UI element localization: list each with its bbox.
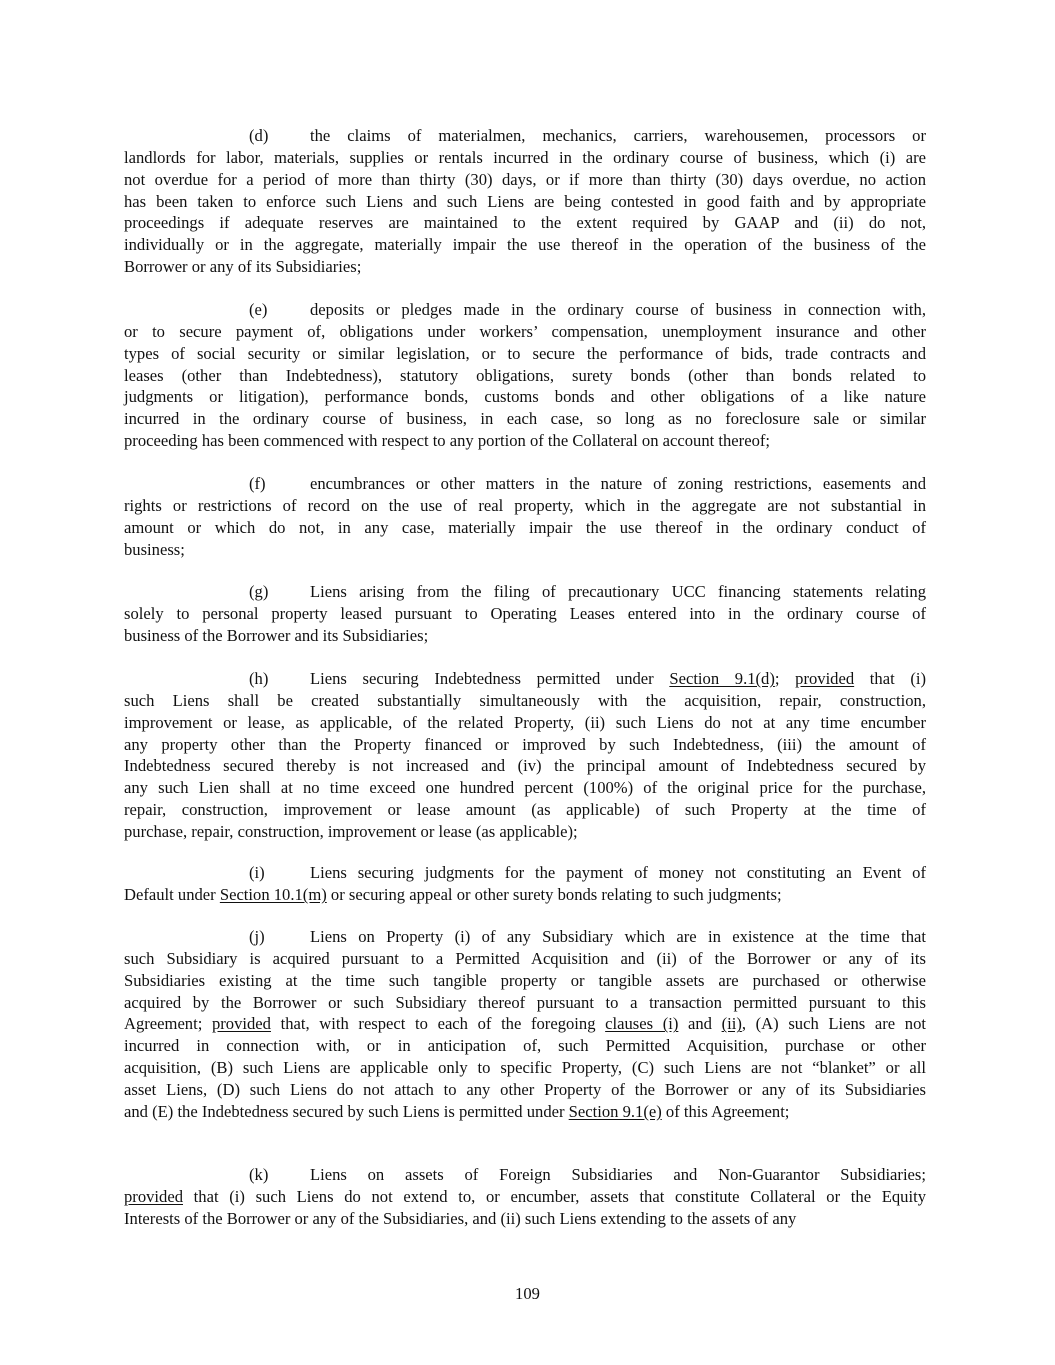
text-run: encumbrances or other matters in the nature of zoning restrictions, easements and xyxy=(310,474,926,493)
text-run: landlords for labor, materials, supplies or rentals incurred in the ordinary course of business, which (i) are xyxy=(124,147,926,167)
text-run: that (i) such Liens do not extend to, or encumber, assets that constitute Collateral or the Equity xyxy=(183,1186,926,1206)
text-line xyxy=(124,321,926,343)
paragraph xyxy=(124,1164,926,1230)
text-run: rights or restrictions of record on the use of real property, which in the aggregate are not substantial in xyxy=(124,495,926,515)
text-line xyxy=(124,926,926,948)
text-run: deposits or pledges made in the ordinary course of business in connection with, xyxy=(310,300,926,319)
text-line xyxy=(124,992,926,1014)
text-line xyxy=(124,734,926,756)
text-run: Liens securing Indebtedness permitted under xyxy=(310,669,670,688)
cross-reference: clauses (i) xyxy=(605,1014,679,1034)
text-line xyxy=(124,1035,926,1057)
text-line xyxy=(124,1079,926,1101)
text-line xyxy=(124,1057,926,1079)
text-run: incurred in the ordinary course of business, in each case, so long as no foreclosure sale or similar xyxy=(124,409,926,429)
paragraph xyxy=(124,668,926,843)
text-line xyxy=(124,777,926,799)
text-line xyxy=(124,343,926,365)
text-run: that, with respect to each of the foregoing xyxy=(270,1014,606,1034)
text-run: the claims of materialmen, mechanics, carriers, warehousemen, processors or xyxy=(310,126,926,145)
clause-label: (h) xyxy=(249,669,269,688)
cross-reference: provided xyxy=(795,669,855,688)
text-run: Liens arising from the filing of precautionary UCC financing statements relating xyxy=(310,582,926,601)
text-run: of this Agreement; xyxy=(661,1101,790,1121)
page-number: 109 xyxy=(515,1284,540,1303)
text-line xyxy=(124,473,926,495)
text-line xyxy=(124,430,926,452)
text-run: Agreement; xyxy=(124,1014,212,1034)
text-run: or securing appeal or other surety bonds relating to such judgments; xyxy=(326,884,782,904)
text-run: or to secure payment of, obligations under workers’ compensation, unemployment insurance and other xyxy=(124,321,926,341)
text-run: repair, construction, improvement or lease amount (as applicable) of such Property at the time of xyxy=(124,800,926,820)
text-line xyxy=(124,625,926,647)
text-line xyxy=(124,862,926,884)
text-line xyxy=(124,212,926,234)
text-run: has been taken to enforce such Liens and such Liens are being contested in good faith and by appropriate xyxy=(124,191,926,211)
cross-reference: Section 9.1(d) xyxy=(669,669,775,688)
text-line xyxy=(124,517,926,539)
text-line xyxy=(124,948,926,970)
text-run: any property other than the Property financed or improved by such Indebtedness, (iii) the amount of xyxy=(124,734,926,754)
paragraph xyxy=(124,926,926,1123)
text-run: Liens securing judgments for the payment of money not constituting an Event of xyxy=(310,863,926,882)
text-run: business of the Borrower and its Subsidiaries; xyxy=(124,625,429,645)
text-run: leases (other than Indebtedness), statutory obligations, surety bonds (other than bonds related to xyxy=(124,365,926,385)
text-line xyxy=(124,169,926,191)
clause-label: (g) xyxy=(249,582,269,601)
text-run: Liens on Property (i) of any Subsidiary which are in existence at the time that xyxy=(310,927,926,946)
text-line xyxy=(124,191,926,213)
text-run: , (A) such Liens are not xyxy=(741,1014,926,1034)
text-run: acquired by the Borrower or such Subsidiary thereof pursuant to a transaction permitted pursuant to this xyxy=(124,992,926,1012)
text-line xyxy=(124,1208,926,1230)
text-line xyxy=(124,603,926,625)
text-run: Interests of the Borrower or any of the Subsidiaries, and (ii) such Liens extending to the assets of any xyxy=(124,1208,797,1228)
text-run: proceeding has been commenced with respect to any portion of the Collateral on account thereof; xyxy=(124,431,770,451)
clause-label: (d) xyxy=(249,126,269,145)
text-line xyxy=(124,386,926,408)
paragraph xyxy=(124,299,926,452)
text-line xyxy=(124,668,926,690)
text-run: proceedings if adequate reserves are maintained to the extent required by GAAP and (ii) do not, xyxy=(124,213,926,233)
text-run: individually or in the aggregate, materially impair the use thereof in the operation of the business of the xyxy=(124,235,926,255)
text-run: business; xyxy=(124,539,185,559)
paragraph xyxy=(124,862,926,906)
text-line xyxy=(124,970,926,992)
text-run: Default under xyxy=(124,884,220,904)
text-line xyxy=(124,299,926,321)
text-run: types of social security or similar legislation, or to secure the performance of bids, trade contracts and xyxy=(124,343,926,363)
text-line xyxy=(124,147,926,169)
text-line xyxy=(124,495,926,517)
clause-label: (e) xyxy=(249,300,268,319)
paragraph xyxy=(124,581,926,647)
text-line xyxy=(124,256,926,278)
clause-label: (i) xyxy=(249,863,265,882)
text-line xyxy=(124,125,926,147)
cross-reference: (ii) xyxy=(721,1014,742,1034)
text-line xyxy=(124,539,926,561)
text-line xyxy=(124,712,926,734)
text-run: incurred in connection with, or in anticipation of, such Permitted Acquisition, purchase or other xyxy=(124,1036,926,1056)
text-run: Borrower or any of its Subsidiaries; xyxy=(124,257,362,277)
text-run: any such Lien shall at no time exceed one hundred percent (100%) of the original price for the purchase, xyxy=(124,778,926,798)
text-run: not overdue for a period of more than thirty (30) days, or if more than thirty (30) days overdue, no action xyxy=(124,169,926,189)
text-run: such Subsidiary is acquired pursuant to a Permitted Acquisition and (ii) of the Borrower or any of its xyxy=(124,948,926,968)
text-run: such Liens shall be created substantially simultaneously with the acquisition, repair, construction, xyxy=(124,690,926,710)
clause-label: (j) xyxy=(249,927,265,946)
text-run: asset Liens, (D) such Liens do not attach to any other Property of the Borrower or any of its Subsidiaries xyxy=(124,1079,926,1099)
text-run: improvement or lease, as applicable, of the related Property, (ii) such Liens do not at any time encumber xyxy=(124,712,926,732)
text-run: and xyxy=(678,1014,722,1034)
text-run: ; xyxy=(774,669,796,688)
text-run: purchase, repair, construction, improvement or lease (as applicable); xyxy=(124,821,578,841)
text-run: Subsidiaries existing at the time such tangible property or tangible assets are purchased or otherwise xyxy=(124,970,926,990)
text-run: solely to personal property leased pursuant to Operating Leases entered into in the ordinary course of xyxy=(124,603,926,623)
text-line xyxy=(124,690,926,712)
text-line xyxy=(124,884,926,906)
text-run: amount or which do not, in any case, materially impair the use thereof in the ordinary conduct of xyxy=(124,517,926,537)
text-line xyxy=(124,408,926,430)
text-run: Indebtedness secured thereby is not increased and (iv) the principal amount of Indebtedness secured by xyxy=(124,756,926,776)
text-line xyxy=(124,581,926,603)
text-line xyxy=(124,234,926,256)
text-line xyxy=(124,821,926,843)
text-run: Liens on assets of Foreign Subsidiaries and Non-Guarantor Subsidiaries; xyxy=(310,1165,926,1184)
text-run: acquisition, (B) such Liens are applicable only to specific Property, (C) such Liens are not “blanket” or all xyxy=(124,1058,926,1078)
cross-reference: Section 9.1(e) xyxy=(568,1101,662,1121)
text-line xyxy=(124,1013,926,1035)
paragraph xyxy=(124,473,926,560)
text-line xyxy=(124,365,926,387)
text-run: judgments or litigation), performance bonds, customs bonds and other obligations of a like nature xyxy=(124,387,926,407)
paragraph xyxy=(124,125,926,278)
clause-label: (f) xyxy=(249,474,266,493)
text-line xyxy=(124,1101,926,1123)
text-line xyxy=(124,799,926,821)
cross-reference: provided xyxy=(211,1014,271,1034)
cross-reference: provided xyxy=(124,1186,183,1206)
text-line xyxy=(124,1164,926,1186)
text-line xyxy=(124,1186,926,1208)
clause-label: (k) xyxy=(249,1165,269,1184)
cross-reference: Section 10.1(m) xyxy=(219,884,327,904)
text-run: and (E) the Indebtedness secured by such Liens is permitted under xyxy=(124,1101,569,1121)
text-line xyxy=(124,755,926,777)
text-run: that (i) xyxy=(854,669,927,688)
